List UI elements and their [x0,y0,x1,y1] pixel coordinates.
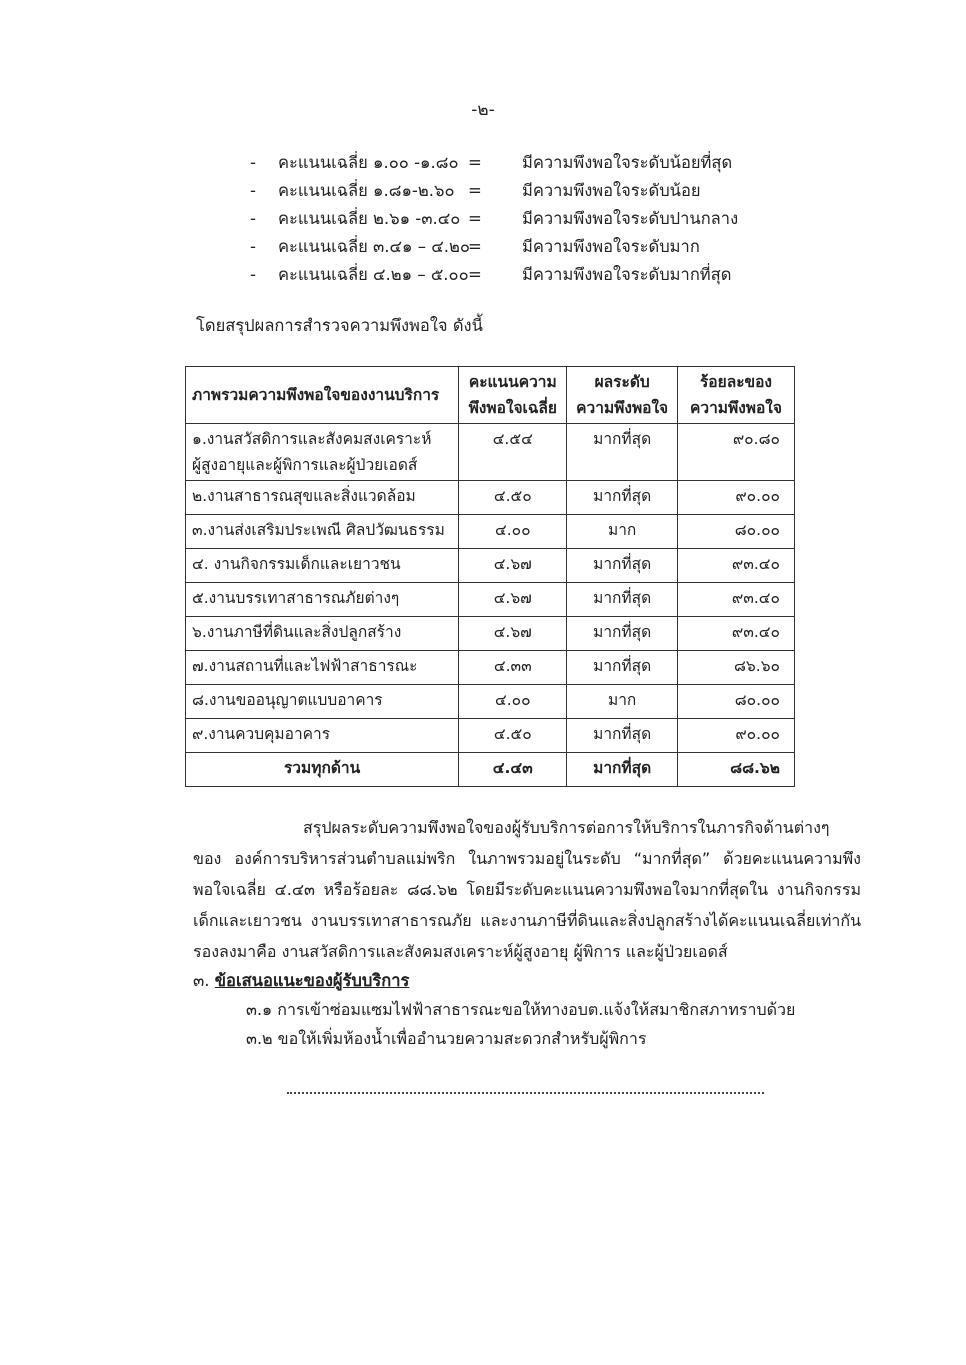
service-name-cell [186,549,459,583]
avg-score-cell: ๔.๖๗ [459,583,567,617]
header-level-line1: ผลระดับ [594,373,650,391]
scale-equals: = [468,153,482,172]
total-label: รวมทุกด้าน [186,753,459,787]
avg-score-cell: ๔.๕๐ [459,719,567,753]
scale-meaning: มีความพึงพอใจระดับมากที่สุด [522,265,732,284]
percent-cell: ๘๐.๐๐ [677,515,794,549]
header-level-line2: ความพึงพอใจ [576,399,669,417]
service-name: ๑.งานสวัสดิการและสังคมสงเคราะห์ [192,430,432,448]
table-row [186,549,795,583]
percent-cell: ๘๐.๐๐ [677,685,794,719]
header-service: ภาพรวมความพึงพอใจของงานบริการ [186,367,459,424]
end-dotted-line [287,1092,764,1094]
level-cell: มาก [567,685,678,719]
scale-meaning: มีความพึงพอใจระดับปานกลาง [522,209,739,228]
scale-meaning: มีความพึงพอใจระดับน้อย [522,181,701,200]
service-name-cell [186,651,459,685]
total-percent: ๘๘.๖๒ [677,753,794,787]
avg-score-cell: ๔.๕๐ [459,481,567,515]
level-cell: มากที่สุด [567,424,678,481]
header-percent [677,367,794,424]
percent-cell: ๙๐.๐๐ [677,719,794,753]
service-name-cell [186,617,459,651]
service-name-cell [186,685,459,719]
scale-row [250,177,770,205]
survey-intro-text: โดยสรุปผลการสำรวจความพึงพอใจ ดังนี้ [196,316,483,335]
service-name: ๔. งานกิจกรรมเด็กและเยาวชน [192,555,401,573]
scale-range: คะแนนเฉลี่ย ๓.๔๑ – ๔.๒๐ [278,237,470,256]
total-level: มากที่สุด [567,753,678,787]
avg-score-cell: ๔.๖๗ [459,617,567,651]
header-level [567,367,678,424]
service-name-cell [186,515,459,549]
service-name: ๖.งานภาษีที่ดินและสิ่งปลูกสร้าง [192,623,402,641]
suggestion-item: ๓.๒ ขอให้เพิ่มห้องน้ำเพื่ออำนวยความสะดวกสำหรับผู้พิการ [246,1029,647,1048]
suggestion-item: ๓.๑ การเข้าซ่อมแซมไฟฟ้าสาธารณะขอให้ทางอบต.แจ้งให้สมาชิกสภาทราบด้วย [246,1000,796,1019]
service-name: ๗.งานสถานที่และไฟฟ้าสาธารณะ [192,657,418,675]
scale-equals: = [468,237,482,256]
scale-range: คะแนนเฉลี่ย ๒.๖๑ -๓.๔๐ [278,209,461,228]
scale-range: คะแนนเฉลี่ย ๑.๘๑-๒.๖๐ [278,181,455,200]
scale-row [250,233,770,261]
table-row [186,515,795,549]
scale-row [250,205,770,233]
service-name-line2: ผู้สูงอายุและผู้พิการและผู้ป่วยเอดส์ [192,456,418,474]
scale-dash: - [250,153,256,172]
header-percent-line1: ร้อยละของ [699,373,772,391]
service-name: ๓.งานส่งเสริมประเพณี ศิลปวัฒนธรรม [192,521,445,539]
table-row [186,685,795,719]
service-name-cell [186,719,459,753]
level-cell: มากที่สุด [567,651,678,685]
table-total-row [186,753,795,787]
scale-equals: = [468,181,482,200]
table-header-row [186,367,795,424]
scale-dash: - [250,237,256,256]
table-row [186,617,795,651]
section-3-title: ข้อเสนอแนะของผู้รับบริการ [214,971,410,990]
summary-paragraph: สรุปผลระดับความพึงพอใจของผู้รับบริการต่อการให้บริการในภารกิจด้านต่างๆ ของ องค์การบริหารส่วนตำบลแม่พริก ในภาพรวมอยู่ในระดับ “มากที่สุด” ด้วยคะแนนความพึงพอใจเฉลี่ย ๔.๔๓ หรือร้อยละ ๘๘.๖๒ โดยมีระดับคะแนนความพึงพอใจมากที่สุดใน งานกิจกรรมเด็กและเยาวชน งานบรรเทาสาธารณภัย และงานภาษีที่ดินและสิ่งปลูกสร้างได้คะแนนเฉลี่ยเท่ากัน รองลงมาคือ งานสวัสดิการและสังคมสงเคราะห์ผู้สูงอายุ ผู้พิการ และผู้ป่วยเอดส์ [193,818,861,961]
scale-dash: - [250,209,256,228]
table-row [186,481,795,515]
avg-score-cell: ๔.๐๐ [459,685,567,719]
level-cell: มากที่สุด [567,583,678,617]
table-row [186,583,795,617]
service-name: ๘.งานขออนุญาตแบบอาคาร [192,691,383,709]
score-scale-list [250,149,770,289]
table-row [186,719,795,753]
percent-cell: ๙๐.๘๐ [677,424,794,481]
scale-meaning: มีความพึงพอใจระดับน้อยที่สุด [522,153,733,172]
service-name-cell [186,424,459,481]
scale-dash: - [250,181,256,200]
scale-equals: = [468,265,482,284]
avg-score-cell: ๔.๐๐ [459,515,567,549]
scale-row [250,149,770,177]
service-name: ๙.งานควบคุมอาคาร [192,725,331,743]
scale-meaning: มีความพึงพอใจระดับมาก [522,237,700,256]
avg-score-cell: ๔.๓๓ [459,651,567,685]
avg-score-cell: ๔.๖๗ [459,549,567,583]
percent-cell: ๙๓.๔๐ [677,549,794,583]
service-name-cell [186,481,459,515]
scale-range: คะแนนเฉลี่ย ๔.๒๑ – ๕.๐๐ [278,265,469,284]
percent-cell: ๘๖.๖๐ [677,651,794,685]
service-name-cell [186,583,459,617]
percent-cell: ๙๓.๔๐ [677,583,794,617]
header-avg-score [459,367,567,424]
header-avg-score-line2: พึงพอใจเฉลี่ย [468,399,557,417]
header-percent-line2: ความพึงพอใจ [690,399,782,417]
level-cell: มาก [567,515,678,549]
percent-cell: ๙๐.๐๐ [677,481,794,515]
avg-score-cell: ๔.๕๔ [459,424,567,481]
scale-dash: - [250,265,256,284]
percent-cell: ๙๓.๔๐ [677,617,794,651]
header-avg-score-line1: คะแนนความ [468,373,557,391]
section-3-number: ๓. [193,971,210,990]
scale-equals: = [468,209,482,228]
satisfaction-table [185,366,795,787]
section-3-heading [193,968,409,994]
scale-row [250,261,770,289]
table-row [186,651,795,685]
level-cell: มากที่สุด [567,719,678,753]
total-score: ๔.๔๓ [459,753,567,787]
service-name: ๕.งานบรรเทาสาธารณภัยต่างๆ [192,589,400,607]
table-row [186,424,795,481]
level-cell: มากที่สุด [567,617,678,651]
level-cell: มากที่สุด [567,549,678,583]
page-number: -๒- [471,100,495,120]
service-name: ๒.งานสาธารณสุขและสิ่งแวดล้อม [192,487,416,505]
scale-range: คะแนนเฉลี่ย ๑.๐๐ -๑.๘๐ [278,153,459,172]
level-cell: มากที่สุด [567,481,678,515]
